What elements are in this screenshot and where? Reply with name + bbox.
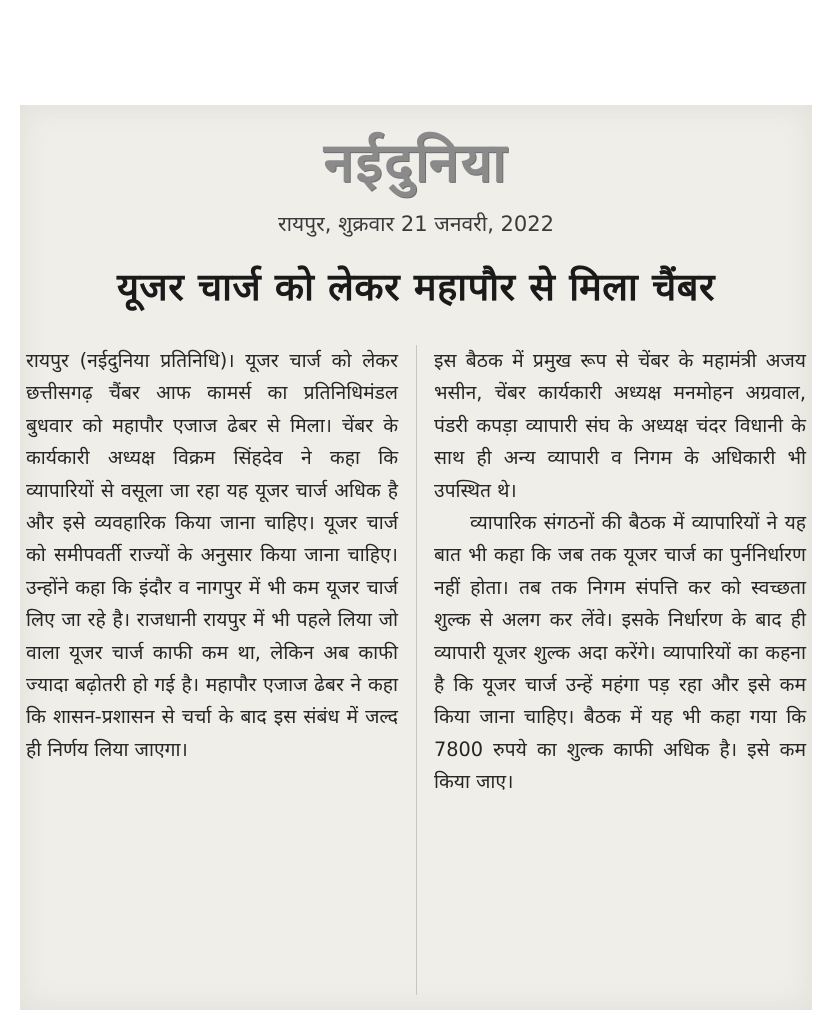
newspaper-clipping	[20, 105, 812, 1010]
newspaper-masthead: नईदुनिया	[323, 131, 509, 194]
article-paragraph: इस बैठक में प्रमुख रूप से चेंबर के महामंत्री अजय भसीन, चेंबर कार्यकारी अध्यक्ष मनमोहन अग्रवाल, पंडरी कपड़ा व्यापारी संघ के अध्यक्ष चंदर विधानी के साथ ही अन्य व्यापारी व निगम के अधिकारी भी उपस्थित थे।	[434, 349, 806, 502]
article-paragraph: रायपुर (नईदुनिया प्रतिनिधि)। यूजर चार्ज को लेकर छत्तीसगढ़ चैंबर आफ कामर्स का प्रतिनिधिमंडल बुधवार को महापौर एजाज ढेबर से मिला। चेंबर के कार्यकारी अध्यक्ष विक्रम सिंहदेव ने कहा कि व्यापारियों से वसूला जा रहा यह यूजर चार्ज अधिक है और इसे व्यवहारिक किया जाना चाहिए। यूजर चार्ज को समीपवर्ती राज्यों के अनुसार किया जाना चाहिए। उन्होंने कहा कि इंदौर व नागपुर में भी कम यूजर चार्ज लिए जा रहे है। राजधानी रायपुर में भी पहले लिया जो वाला यूजर चार्ज काफी कम था, लेकिन अब काफी ज्यादा बढ़ोतरी हो गई है। महापौर एजाज ढेबर ने कहा कि शासन-प्रशासन से चर्चा के बाद इस संबंध में जल्द ही निर्णय लिया जाएगा।	[26, 349, 398, 761]
article-column-right	[434, 345, 806, 799]
article-column-left	[26, 345, 398, 766]
headline: यूजर चार्ज को लेकर महापौर से मिला चैंबर	[116, 265, 715, 309]
article-paragraph: व्यापारिक संगठनों की बैठक में व्यापारियों ने यह बात भी कहा कि जब तक यूजर चार्ज का पुर्ननिर्धारण नहीं होता। तब तक निगम संपत्ति कर को स्वच्छता शुल्क से अलग कर लेंवे। इसके निर्धारण के बाद ही व्यापारी यूजर शुल्क अदा करेंगे। व्यापारियों का कहना है कि यूजर चार्ज उन्हें महंगा पड़ रहा और इसे कम किया जाना चाहिए। बैठक में यह भी कहा गया कि 7800 रुपये का शुल्क काफी अधिक है। इसे कम किया जाए।	[434, 511, 806, 794]
column-divider	[416, 345, 417, 995]
dateline: रायपुर, शुक्रवार 21 जनवरी, 2022	[278, 212, 554, 236]
